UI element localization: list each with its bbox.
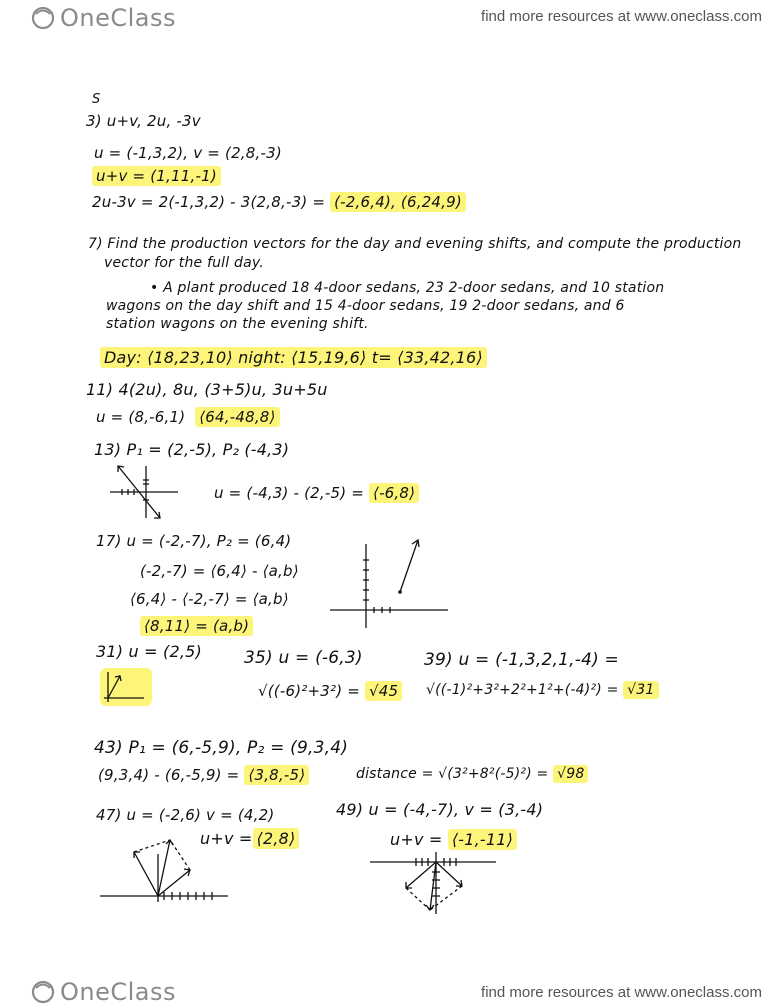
p17-answer: ⟨8,11⟩ = (a,b) xyxy=(140,617,253,635)
header-tagline[interactable]: find more resources at www.oneclass.com xyxy=(481,8,762,25)
p17-sketch xyxy=(330,540,450,630)
p35-title: 35) u = (-6,3) xyxy=(244,648,363,668)
p31-title: 31) u = (2,5) xyxy=(96,642,202,661)
p11-answer: ⟨64,-48,8⟩ xyxy=(195,407,279,427)
footer-oneclass-logo-icon xyxy=(30,979,56,1005)
p7-text-1: • A plant produced 18 4-door sedans, 23 2-door sedans, and 10 station xyxy=(150,280,665,296)
p3-sum: u+v = (1,11,-1) xyxy=(92,167,221,185)
p43-distance-answer: √98 xyxy=(553,765,588,783)
p7-title-1: 7) Find the production vectors for the day and evening shifts, and compute the production xyxy=(88,236,742,252)
p49-sum: u+v = ⟨-1,-11⟩ xyxy=(390,830,517,849)
p13-title: 13) P₁ = (2,-5), P₂ (-4,3) xyxy=(94,440,290,459)
p17-title: 17) u = (-2,-7), P₂ = (6,4) xyxy=(96,532,292,550)
p43-line: (9,3,4) - (6,-5,9) = ⟨3,8,-5⟩ xyxy=(98,766,309,784)
p13-sketch xyxy=(110,462,180,522)
p7-title-2: vector for the full day. xyxy=(104,255,264,271)
p35-line: √((-6)²+3²) = √45 xyxy=(258,682,402,700)
p49-title: 49) u = (-4,-7), v = (3,-4) xyxy=(336,800,544,819)
p35-answer: √45 xyxy=(365,681,402,701)
p13-line: u = (-4,3) - (2,-5) = ⟨-6,8⟩ xyxy=(214,484,419,502)
p47-sketch xyxy=(100,834,230,904)
p43-answer: ⟨3,8,-5⟩ xyxy=(244,765,309,785)
p17-line-1: (-2,-7) = ⟨6,4⟩ - ⟨a,b⟩ xyxy=(140,562,299,580)
p7-answer: Day: ⟨18,23,10⟩ night: ⟨15,19,6⟩ t= ⟨33,42,16⟩ xyxy=(100,348,487,367)
p49-sketch xyxy=(370,852,500,916)
section-mark: S xyxy=(92,92,101,107)
p3-title: 3) u+v, 2u, -3v xyxy=(86,112,201,130)
p7-text-2: wagons on the day shift and 15 4-door sedans, 19 2-door sedans, and 6 xyxy=(106,298,625,314)
p17-line-2: ⟨6,4⟩ - ⟨-2,-7⟩ = ⟨a,b⟩ xyxy=(130,590,289,608)
p47-title: 47) u = (-2,6) v = (4,2) xyxy=(96,806,275,824)
p39-title: 39) u = (-1,3,2,1,-4) = xyxy=(424,650,619,670)
p39-answer: √31 xyxy=(623,681,658,699)
oneclass-logo-icon xyxy=(30,5,56,31)
p13-answer: ⟨-6,8⟩ xyxy=(369,483,419,503)
p3-answer: (-2,6,4), (6,24,9) xyxy=(330,192,466,212)
logo-text: OneClass xyxy=(60,4,177,32)
oneclass-logo xyxy=(30,4,176,32)
p31-sketch xyxy=(104,670,148,704)
p47-answer: ⟨2,8⟩ xyxy=(253,828,300,849)
p3-line: 2u-3v = 2(-1,3,2) - 3(2,8,-3) = (-2,6,4), (6,24,9) xyxy=(92,193,466,211)
footer-oneclass-logo xyxy=(30,978,176,1006)
p43-distance: distance = √(3²+8²(-5)²) = √98 xyxy=(356,766,588,782)
p11-line: u = (8,-6,1) ⟨64,-48,8⟩ xyxy=(96,408,280,426)
p7-text-3: station wagons on the evening shift. xyxy=(106,316,369,332)
footer-tagline[interactable]: find more resources at www.oneclass.com xyxy=(481,984,762,1001)
p3-given: u = (-1,3,2), v = (2,8,-3) xyxy=(94,144,282,162)
footer-logo-text: OneClass xyxy=(60,978,177,1006)
p39-line: √((-1)²+3²+2²+1²+(-4)²) = √31 xyxy=(426,682,659,698)
p43-title: 43) P₁ = (6,-5,9), P₂ = (9,3,4) xyxy=(94,738,349,758)
p11-title: 11) 4(2u), 8u, (3+5)u, 3u+5u xyxy=(86,380,328,399)
p47-sum: u+v = ⟨2,8⟩ xyxy=(200,829,299,848)
p49-answer: ⟨-1,-11⟩ xyxy=(448,829,517,850)
